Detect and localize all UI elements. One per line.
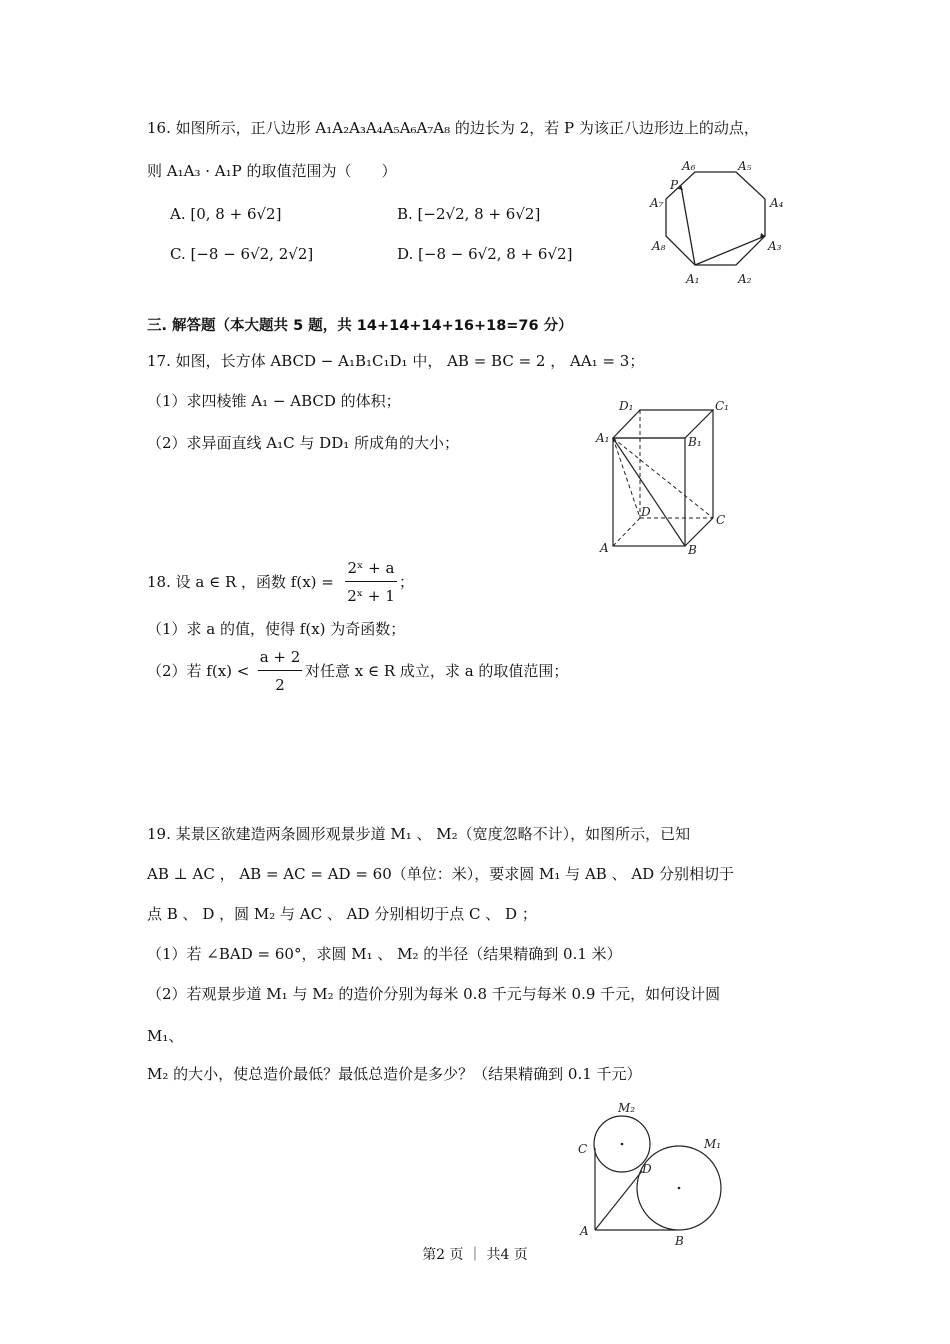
q18-part2-numerator: a + 2	[259, 648, 301, 666]
q17-part1: （1）求四棱锥 A₁ − ABCD 的体积；	[147, 392, 401, 410]
label-b-circle: B	[675, 1234, 684, 1248]
q18-fraction-bar	[345, 581, 397, 582]
octagon-figure	[640, 155, 800, 290]
q18-suffix: ；	[399, 573, 415, 591]
q18-part1: （1）求 a 的值，使得 f(x) 为奇函数；	[147, 620, 406, 638]
q19-line4: （1）若 ∠BAD = 60°，求圆 M₁ 、 M₂ 的半径（结果精确到 0.1 米）	[147, 945, 622, 963]
label-p: P	[670, 178, 679, 192]
q18-part2-suffix: 对任意 x ∈ R 成立，求 a 的取值范围；	[305, 662, 569, 680]
label-a1: A₁	[686, 272, 700, 286]
q18-prefix: 18. 设 a ∈ R ，函数 f(x) =	[147, 573, 334, 591]
q16-option-b: B. [−2√2, 8 + 6√2]	[397, 205, 541, 223]
label-a-circle: A	[580, 1224, 589, 1238]
label-a4: A₄	[770, 196, 784, 210]
label-a6: A₆	[682, 159, 696, 173]
q19-line7: M₂ 的大小，使总造价最低？最低总造价是多少？（结果精确到 0.1 千元）	[147, 1065, 642, 1083]
q16-option-a: A. [0, 8 + 6√2]	[170, 205, 282, 223]
label-b1: B₁	[688, 435, 702, 449]
label-m1: M₁	[704, 1137, 722, 1151]
q19-line5: （2）若观景步道 M₁ 与 M₂ 的造价分别为每米 0.8 千元与每米 0.9 千元，如何设计圆	[147, 985, 721, 1003]
label-a1-cuboid: A₁	[596, 431, 610, 445]
q19-line1: 19. 某景区欲建造两条圆形观景步道 M₁ 、 M₂（宽度忽略不计），如图所示，已知	[147, 825, 691, 843]
q18-part2-fraction-bar	[258, 670, 302, 671]
q19-line2: AB ⊥ AC ， AB = AC = AD = 60（单位：米），要求圆 M₁ 与 AB 、 AD 分别相切于	[147, 865, 734, 883]
label-d-circle: D	[642, 1162, 652, 1176]
label-a7: A₇	[650, 196, 664, 210]
q16-line2: 则 A₁A₃ · A₁P 的取值范围为（ ）	[147, 162, 397, 180]
section3-title: 三. 解答题（本大题共 5 题，共 14+14+14+16+18=76 分）	[147, 318, 573, 334]
label-a8: A₈	[652, 239, 666, 253]
q18-part2-denominator: 2	[275, 676, 285, 694]
label-c1: C₁	[715, 399, 729, 413]
label-d: D	[641, 505, 651, 519]
label-m2: M₂	[618, 1101, 636, 1115]
q19-line6: M₁、	[147, 1027, 184, 1045]
q16-line1: 16. 如图所示，正八边形 A₁A₂A₃A₄A₅A₆A₇A₈ 的边长为 2，若 P 为该正八边形边上的动点，	[147, 119, 759, 137]
label-a2: A₂	[738, 272, 752, 286]
label-a3: A₃	[768, 239, 782, 253]
label-b: B	[688, 543, 697, 557]
label-a5: A₅	[738, 159, 752, 173]
q17-part2: （2）求异面直线 A₁C 与 DD₁ 所成角的大小；	[147, 434, 460, 452]
circles-figure	[570, 1098, 740, 1248]
q16-option-c: C. [−8 − 6√2, 2√2]	[170, 245, 314, 263]
q18-denominator: 2ˣ + 1	[347, 587, 395, 605]
q19-line3: 点 B 、 D ，圆 M₂ 与 AC 、 AD 分别相切于点 C 、 D ；	[147, 905, 537, 923]
label-a: A	[600, 541, 609, 555]
label-d1: D₁	[619, 399, 634, 413]
page-footer: 第2 页 ｜ 共4 页	[422, 1247, 528, 1263]
q18-numerator: 2ˣ + a	[347, 559, 395, 577]
q17-line1: 17. 如图，长方体 ABCD − A₁B₁C₁D₁ 中， AB = BC = 2 ， AA₁ = 3；	[147, 352, 645, 370]
label-c-circle: C	[578, 1142, 588, 1156]
q18-part2-prefix: （2）若 f(x) <	[147, 662, 250, 680]
label-c: C	[716, 513, 726, 527]
cuboid-figure	[595, 398, 745, 558]
q16-option-d: D. [−8 − 6√2, 8 + 6√2]	[397, 245, 573, 263]
